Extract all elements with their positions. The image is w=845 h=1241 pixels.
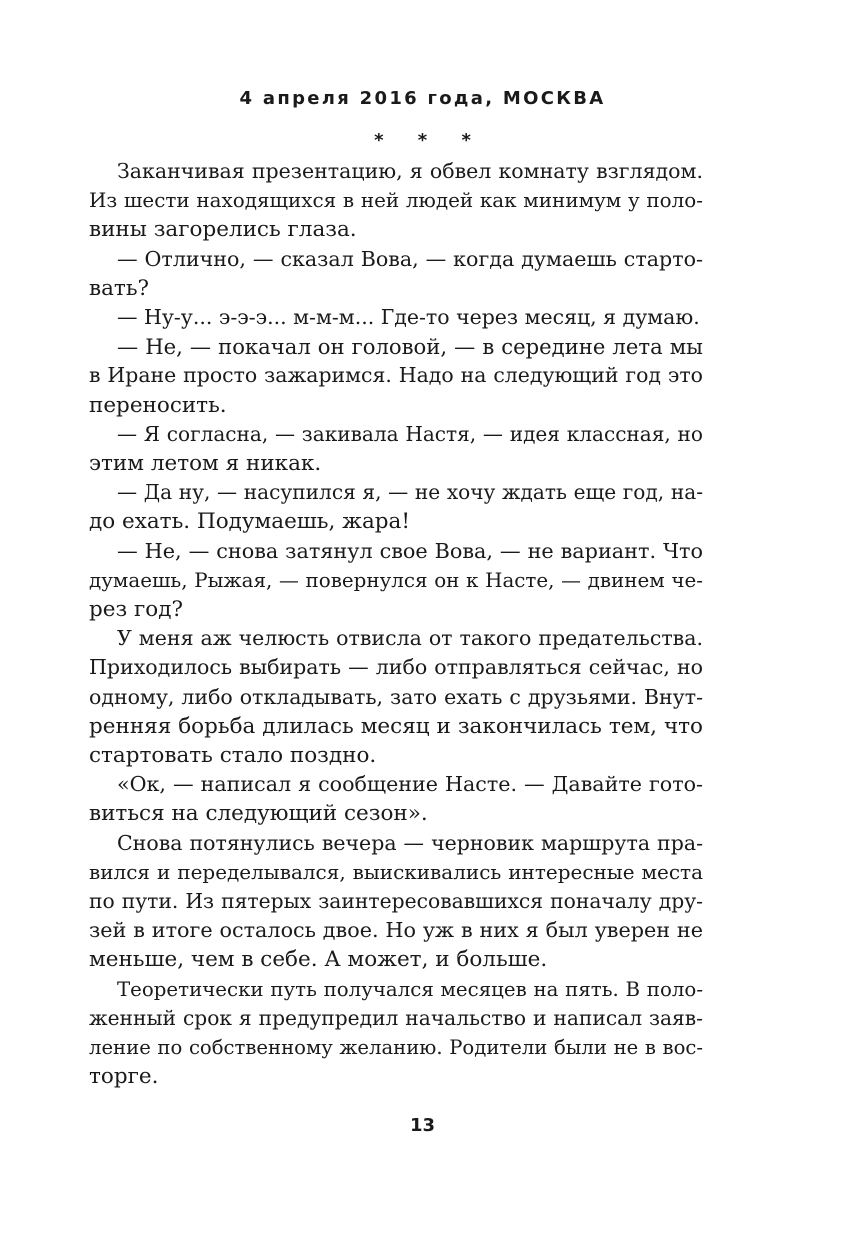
paragraph xyxy=(89,245,703,303)
text-line: по пути. Из пятерых заинтересовавшихся поначалу дру- xyxy=(89,889,703,914)
text-line: — Ну-у... э-э-э... м-м-м... Где-то через месяц, я думаю. xyxy=(117,305,700,330)
text-line: — Не, — покачал он головой, — в середине лета мы xyxy=(117,334,703,360)
text-line: женный срок я предупредил начальство и написал заяв- xyxy=(89,1005,703,1030)
text-line: Приходилось выбирать — либо отправляться сейчас, но xyxy=(89,655,703,680)
text-line: — Отлично, — сказал Вова, — когда думаешь старто- xyxy=(117,246,703,271)
paragraph xyxy=(89,332,703,420)
text-line: переносить. xyxy=(89,392,227,418)
text-line: ление по собственному желанию. Родители были не в вос- xyxy=(89,1036,703,1060)
text-line: — Я согласна, — закивала Настя, — идея классная, но xyxy=(117,421,703,446)
text-line: в Иране просто зажаримся. Надо на следующий год это xyxy=(89,363,703,388)
paragraph xyxy=(89,478,703,536)
text-line: — Не, — снова затянул свое Вова, — не вариант. Что xyxy=(117,538,703,563)
paragraph xyxy=(89,624,703,770)
text-line: меньше, чем в себе. А может, и больше. xyxy=(89,947,548,973)
text-line: рез год? xyxy=(89,597,184,623)
text-line: Снова потянулись вечера — черновик маршрута пра- xyxy=(117,830,703,855)
text-line: У меня аж челюсть отвисла от такого предательства. xyxy=(117,626,703,651)
body-text xyxy=(89,157,703,1092)
text-line: этим летом я никак. xyxy=(89,451,322,477)
text-line: Из шести находящихся в ней людей как минимум у поло- xyxy=(89,189,703,213)
text-line: вины загорелись глаза. xyxy=(89,217,357,243)
chapter-heading: 4 апреля 2016 года, МОСКВА xyxy=(239,88,606,109)
paragraph xyxy=(89,157,703,245)
text-line: Заканчивая презентацию, я обвел комнату взглядом. xyxy=(117,159,703,183)
text-line: думаешь, Рыжая, — повернулся он к Насте, — двинем че- xyxy=(89,568,703,592)
text-line: зей в итоге осталось двое. Но уж в них я был уверен не xyxy=(89,918,703,943)
text-line: одному, либо откладывать, зато ехать с друзьями. Внут- xyxy=(89,684,703,709)
text-line: торге. xyxy=(89,1064,159,1090)
paragraph xyxy=(89,537,703,625)
section-divider: * * * xyxy=(374,130,485,151)
text-line: до ехать. Подумаешь, жара! xyxy=(89,509,410,535)
paragraph xyxy=(89,770,703,828)
text-line: вать? xyxy=(89,275,150,301)
text-line: «Ок, — написал я сообщение Насте. — Давайте гото- xyxy=(117,772,703,797)
paragraph xyxy=(89,303,703,332)
paragraph xyxy=(89,420,703,478)
page-number: 13 xyxy=(409,1115,436,1136)
text-line: стартовать стало поздно. xyxy=(89,743,377,769)
text-line: вился и переделывался, выискивались интересные места xyxy=(89,859,703,884)
text-line: ренняя борьба длилась месяц и закончилась тем, что xyxy=(89,713,703,739)
text-line: виться на следующий сезон». xyxy=(89,801,428,827)
text-line: Теоретически путь получался месяцев на пять. В поло- xyxy=(117,977,703,1001)
text-line: — Да ну, — насупился я, — не хочу ждать еще год, на- xyxy=(117,480,703,505)
paragraph xyxy=(89,829,703,975)
paragraph xyxy=(89,975,703,1092)
